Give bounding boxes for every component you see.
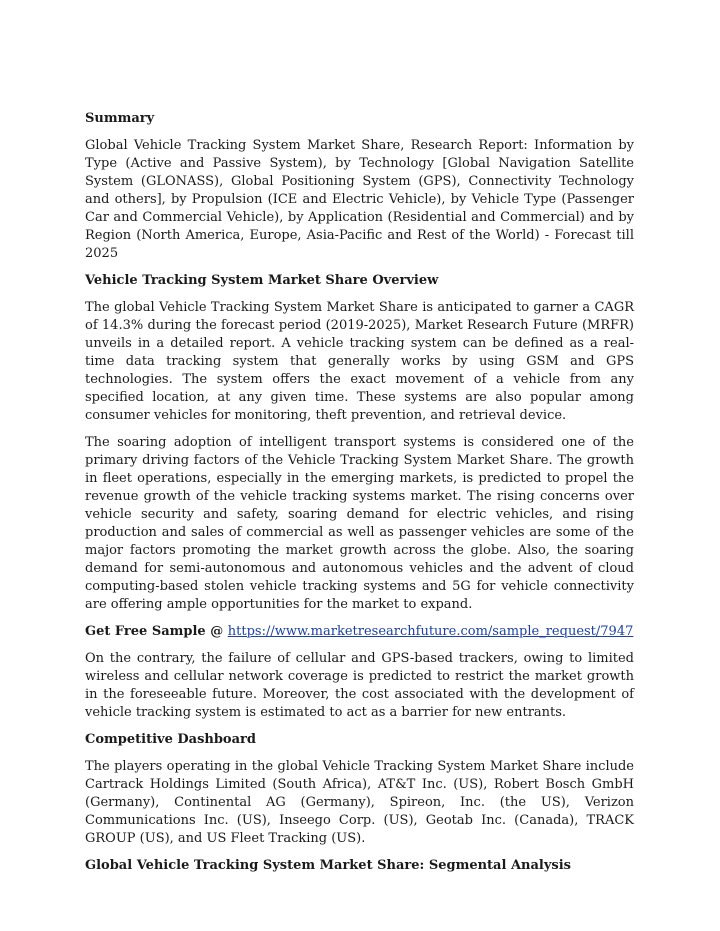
free-sample-line	[85, 623, 634, 641]
competitive-paragraph: The players operating in the global Vehicle Tracking System Market Share include Cartrack Holdings Limited (South Africa), AT&T Inc. (US), Robert Bosch GmbH (Germany), Continental AG (Germany), Spireon, Inc. (the US), Verizon Communications Inc. (US), Inseego Corp. (US), Geotab Inc. (Canada), TRACK GROUP (US), and US Fleet Tracking (US).	[85, 759, 634, 846]
segmental-heading: Global Vehicle Tracking System Market Share: Segmental Analysis	[85, 858, 571, 873]
summary-paragraph: Global Vehicle Tracking System Market Share, Research Report: Information by Type (Active and Passive System), by Technology [Global Navigation Satellite System (GLONASS), Global Positioning System (GPS), Connectivity Technology and others], by Propulsion (ICE and Electric Vehicle), by Vehicle Type (Passenger Car and Commercial Vehicle), by Application (Residential and Commercial) and by Region (North America, Europe, Asia-Pacific and Rest of the World) - Forecast till 2025	[85, 138, 634, 261]
free-sample-link[interactable]: https://www.marketresearchfuture.com/sample_request/7947	[227, 624, 634, 639]
overview-paragraph-3: On the contrary, the failure of cellular and GPS-based trackers, owing to limited wireless and cellular network coverage is predicted to restrict the market growth in the foreseeable future. Moreover, the cost associated with the development of vehicle tracking system is estimated to act as a barrier for new entrants.	[85, 651, 634, 720]
overview-paragraph-2: The soaring adoption of intelligent transport systems is considered one of the primary driving factors of the Vehicle Tracking System Market Share. The growth in fleet operations, especially in the emerging markets, is predicted to propel the revenue growth of the vehicle tracking systems market. The rising concerns over vehicle security and safety, soaring demand for electric vehicles, and rising production and sales of commercial as well as passenger vehicles are some of the major factors promoting the market growth across the globe. Also, the soaring demand for semi-autonomous and autonomous vehicles and the advent of cloud computing-based stolen vehicle tracking systems and 5G for vehicle connectivity are offering ample opportunities for the market to expand.	[85, 435, 634, 612]
overview-heading: Vehicle Tracking System Market Share Overview	[85, 273, 439, 288]
competitive-heading: Competitive Dashboard	[85, 732, 256, 747]
overview-paragraph-1: The global Vehicle Tracking System Market Share is anticipated to garner a CAGR of 14.3% during the forecast period (2019-2025), Market Research Future (MRFR) unveils in a detailed report. A vehicle tracking system can be defined as a real-time data tracking system that generally works by using GSM and GPS technologies. The system offers the exact movement of a vehicle from any specified location, at any given time. These systems are also popular among consumer vehicles for monitoring, theft prevention, and retrieval device.	[85, 300, 634, 423]
summary-heading: Summary	[85, 111, 155, 126]
free-sample-label: Get Free Sample @	[85, 624, 228, 639]
